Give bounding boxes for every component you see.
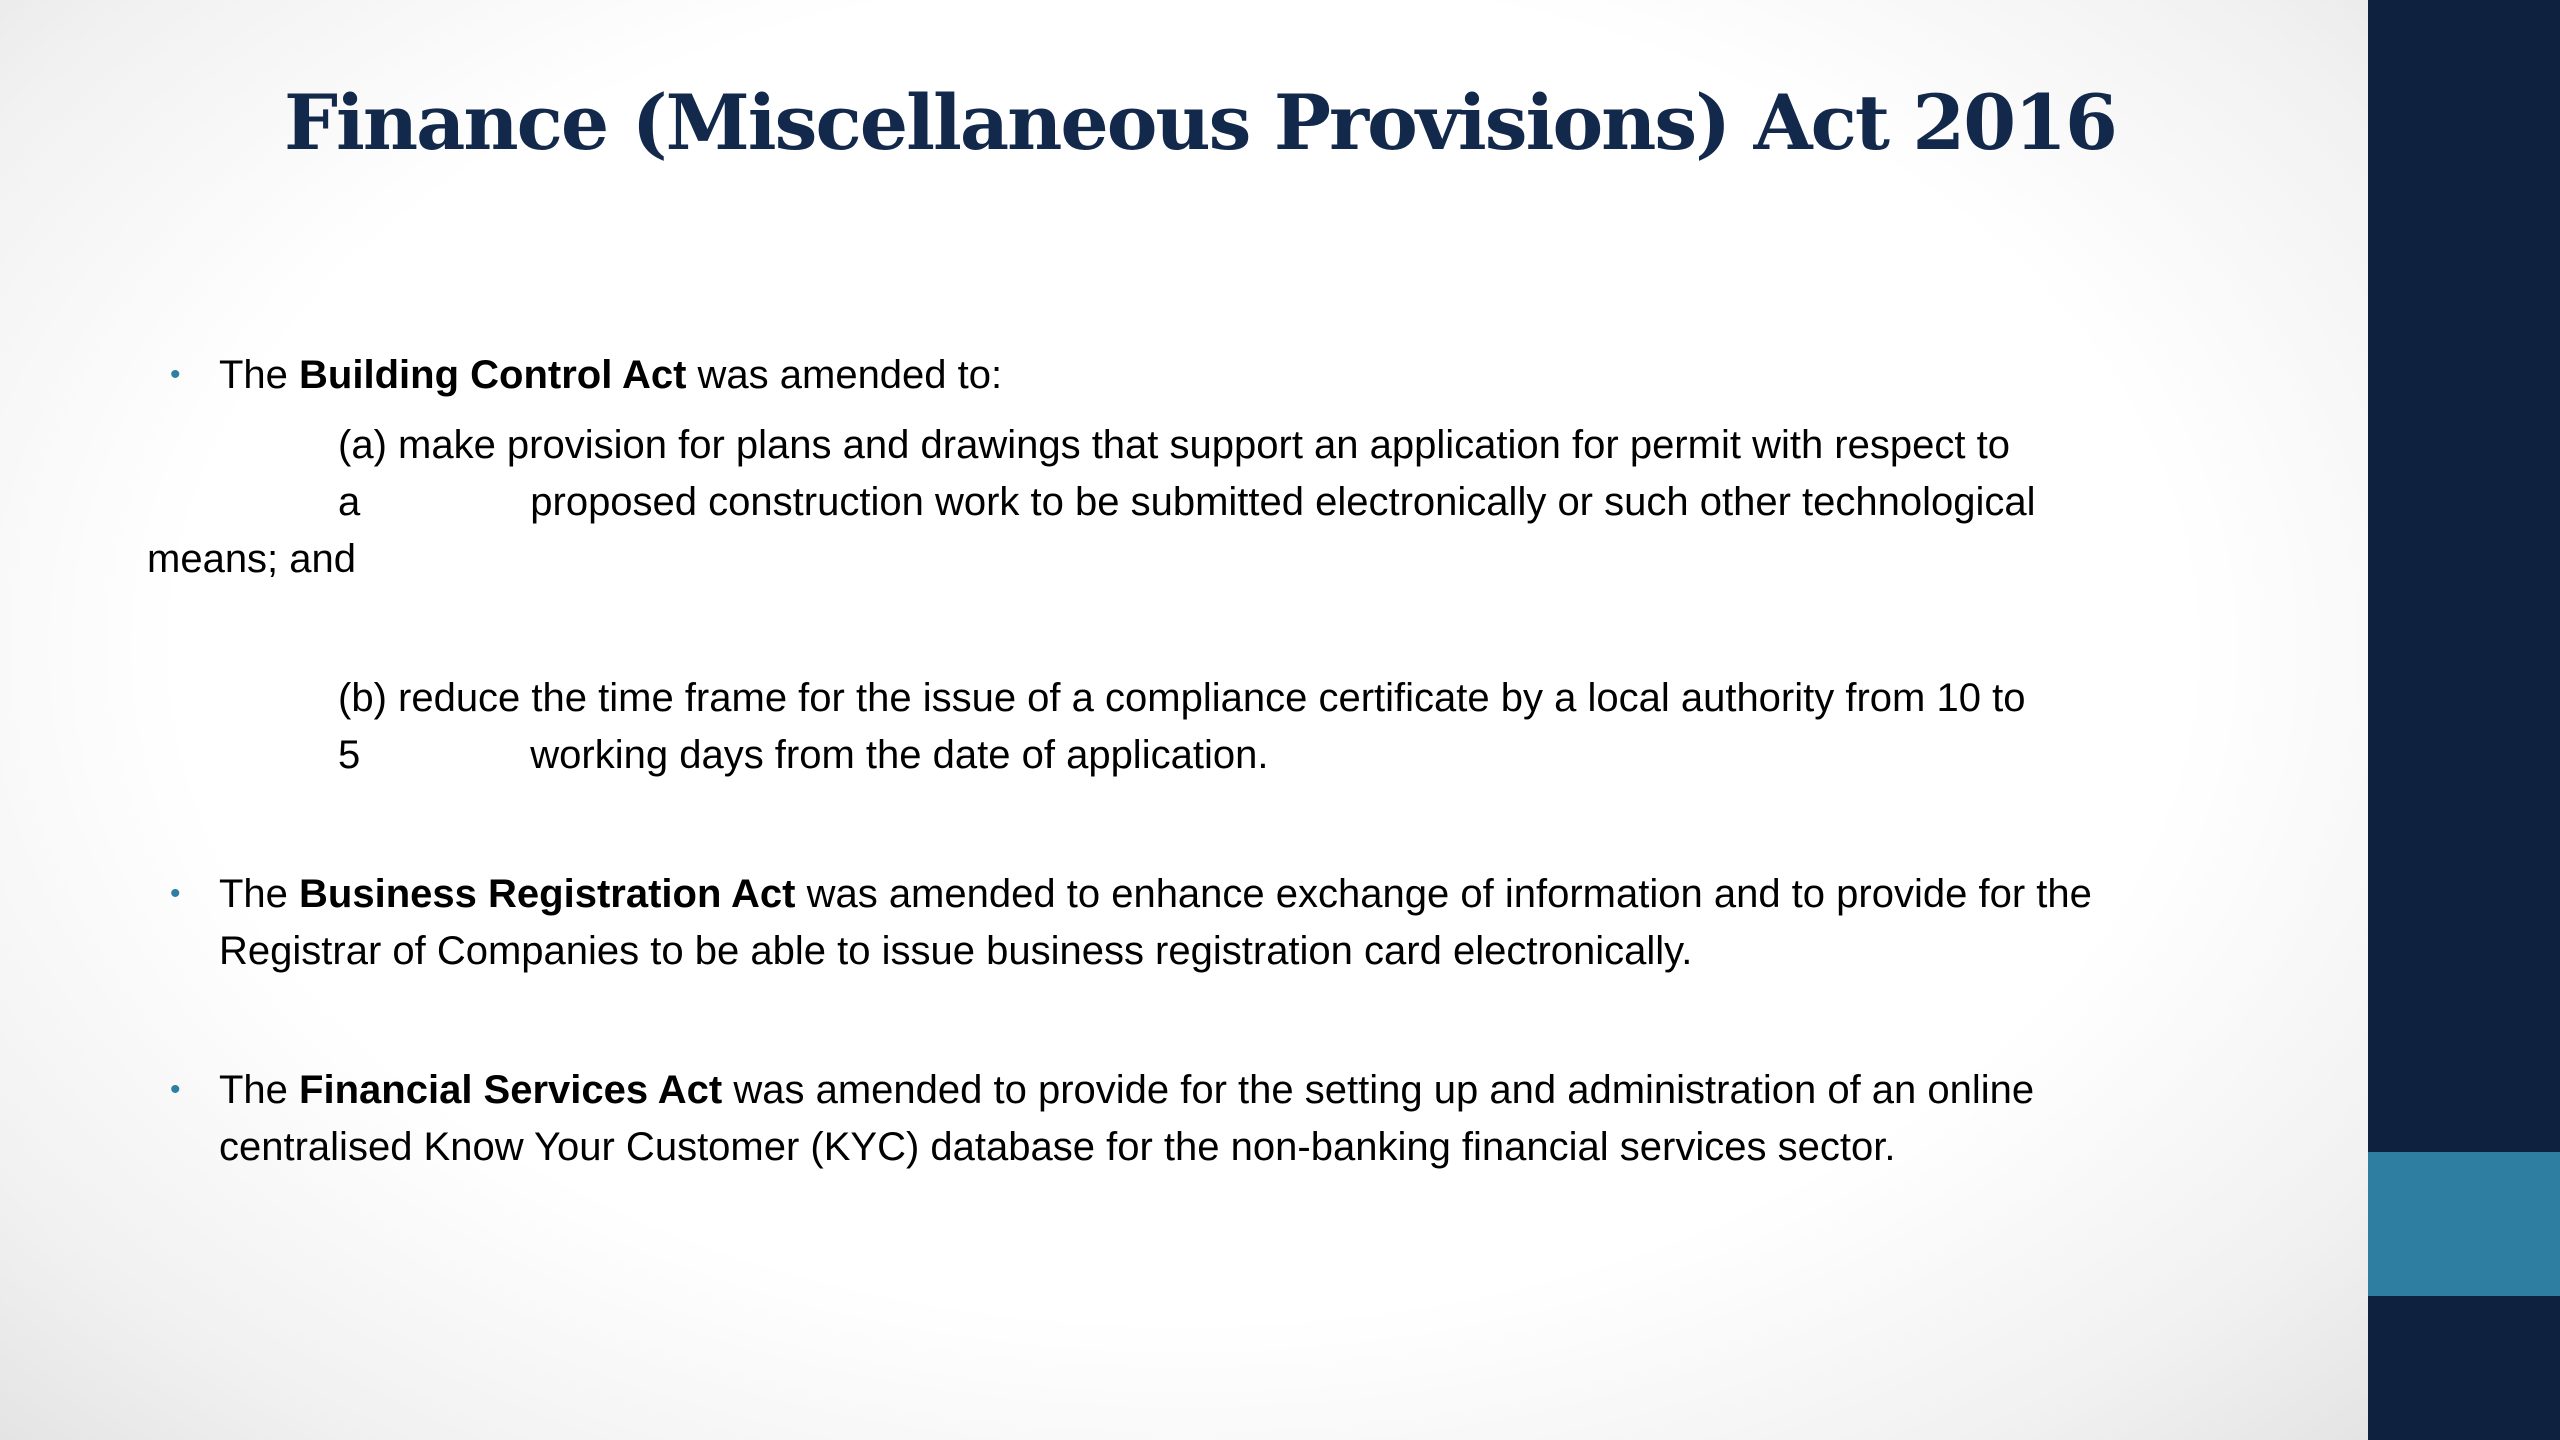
financial-services-line2: centralised Know Your Customer (KYC) database for the non-banking financial services sector. bbox=[219, 1125, 1896, 1169]
bullet-icon: • bbox=[170, 877, 181, 910]
building-control-act-name: Building Control Act bbox=[299, 353, 687, 397]
item-b-line2-start: 5 bbox=[338, 733, 361, 777]
bullet-financial-services-pre: The bbox=[219, 1068, 300, 1112]
item-b-line2 bbox=[338, 727, 1268, 783]
side-accent-block bbox=[2368, 1152, 2560, 1296]
bullet-icon: • bbox=[170, 1073, 181, 1106]
slide-title: Finance (Miscellaneous Provisions) Act 2016 bbox=[284, 78, 2116, 167]
bullet-business-registration bbox=[219, 866, 2092, 922]
bullet-business-registration-post: was amended to enhance exchange of information and to provide for the bbox=[795, 872, 2092, 916]
business-registration-line2: Registrar of Companies to be able to issue business registration card electronically. bbox=[219, 929, 1693, 973]
bullet-building-control-post: was amended to: bbox=[686, 353, 1003, 397]
item-a-line2-start: a bbox=[338, 480, 361, 524]
item-a-line2 bbox=[338, 474, 2036, 530]
item-b-line1: (b) reduce the time frame for the issue of a compliance certificate by a local authority from 10 to bbox=[338, 676, 2026, 720]
bullet-financial-services-post: was amended to provide for the setting up and administration of an online bbox=[722, 1068, 2035, 1112]
item-a-line3: means; and bbox=[147, 537, 357, 581]
business-registration-act-name: Business Registration Act bbox=[299, 872, 796, 916]
bullet-financial-services bbox=[219, 1062, 2034, 1118]
bullet-business-registration-pre: The bbox=[219, 872, 300, 916]
item-a-line2-rest: proposed construction work to be submitted electronically or such other technological bbox=[530, 480, 2036, 524]
bullet-building-control-pre: The bbox=[219, 353, 300, 397]
bullet-icon: • bbox=[170, 358, 181, 391]
financial-services-act-name: Financial Services Act bbox=[299, 1068, 723, 1112]
item-a-line1: (a) make provision for plans and drawings that support an application for permit with respect to bbox=[338, 423, 2010, 467]
item-b-line2-rest: working days from the date of application. bbox=[530, 733, 1269, 777]
bullet-building-control bbox=[219, 347, 1002, 403]
